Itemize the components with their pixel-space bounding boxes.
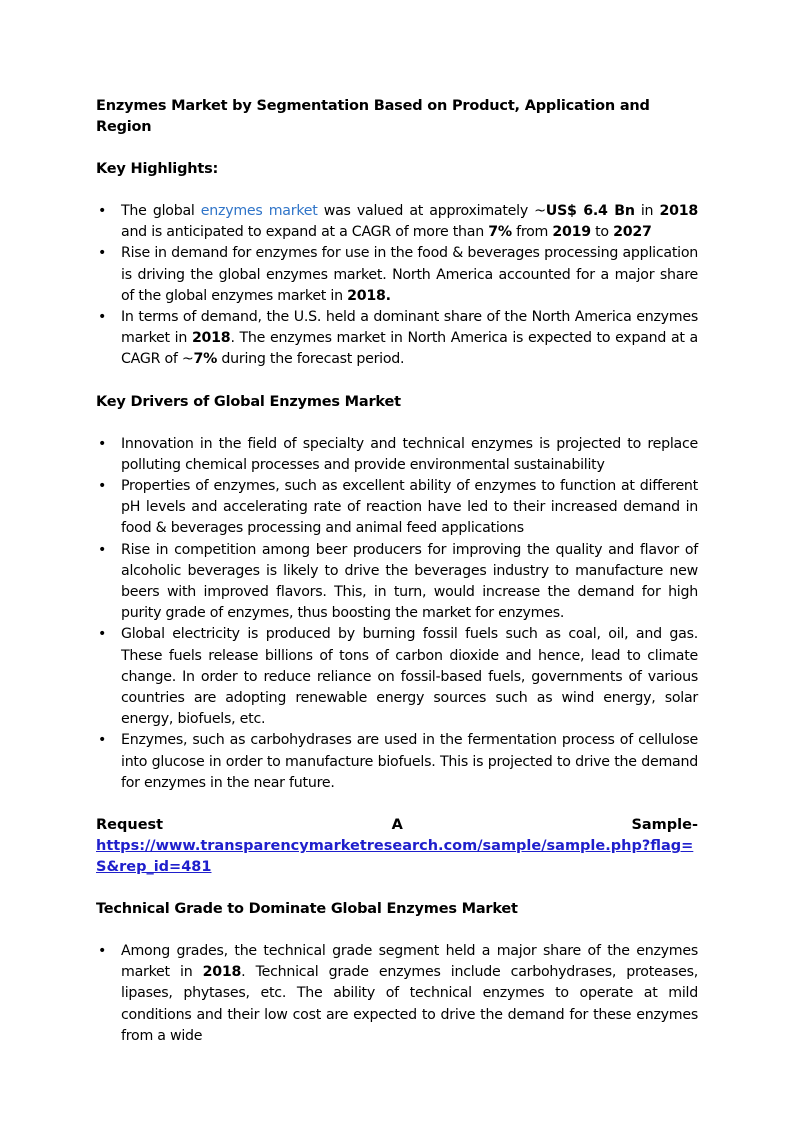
list-item: • The global enzymes market was valued at approximately ~US$ 6.4 Bn in 2018 and is anticipated to expand at a CAGR of more than 7% from 2019 to 2027: [98, 203, 698, 241]
bullet-icon: •: [98, 309, 107, 326]
list-item: • Rise in competition among beer producers for improving the quality and flavor of alcoholic beverages is likely to drive the beverages industry to manufacture new beers with improved flavors. This, in turn, would increase the demand for high purity grade of enzymes, thus boosting the market for enzymes.: [98, 541, 698, 622]
bullet-icon: •: [98, 478, 107, 495]
key-highlights-list: [96, 201, 698, 371]
list-item: • Innovation in the field of specialty and technical enzymes is projected to replace polluting chemical processes and provide environmental sustainability: [98, 435, 698, 473]
document-title: Enzymes Market by Segmentation Based on Product, Application and Region: [96, 98, 650, 135]
technical-grade-heading: Technical Grade to Dominate Global Enzymes Market: [96, 901, 518, 918]
bullet-icon: •: [98, 541, 107, 558]
document-page: [96, 96, 698, 1047]
list-item: • Global electricity is produced by burning fossil fuels such as coal, oil, and gas. These fuels release billions of tons of carbon dioxide and hence, lead to climate change. In order to reduce reliance on fossil-based fuels, governments of various countries are adopting renewable energy sources such as wind energy, solar energy, biofuels, etc.: [98, 626, 698, 728]
key-highlights-heading: Key Highlights:: [96, 161, 219, 177]
bullet-icon: •: [98, 732, 107, 749]
bullet-icon: •: [98, 245, 107, 262]
request-word: Request: [96, 817, 164, 834]
bullet-icon: •: [98, 626, 107, 643]
bullet-icon: •: [98, 435, 107, 452]
enzymes-market-link[interactable]: enzymes market: [200, 203, 318, 219]
list-item: • Rise in demand for enzymes for use in the food & beverages processing application is driving the global enzymes market. North America accounted for a major share of the global enzymes market in 2018.: [98, 245, 698, 304]
list-item: • Among grades, the technical grade segment held a major share of the enzymes market in 2018. Technical grade enzymes include carbohydrases, proteases, lipases, phytases, etc. The ability of technical enzymes to operate at mild conditions and their low cost are expected to drive the demand for these enzymes from a wide: [98, 943, 698, 1044]
request-sample-block: [96, 815, 698, 878]
list-item: • In terms of demand, the U.S. held a dominant share of the North America enzymes market in 2018. The enzymes market in North America is expected to expand at a CAGR of ~7% during the forecast period.: [98, 309, 698, 368]
list-item: • Properties of enzymes, such as excellent ability of enzymes to function at different pH levels and accelerating rate of reaction have led to their increased demand in food & beverages processing and animal feed applications: [98, 478, 698, 537]
sample-word: Sample-: [631, 817, 698, 834]
bullet-icon: •: [98, 943, 107, 960]
technical-grade-list: [96, 941, 698, 1047]
list-item: • Enzymes, such as carbohydrases are used in the fermentation process of cellulose into glucose in order to manufacture biofuels. This is projected to drive the demand for enzymes in the near future.: [98, 732, 698, 791]
key-drivers-heading: Key Drivers of Global Enzymes Market: [96, 393, 401, 410]
a-word: A: [391, 817, 403, 834]
key-drivers-list: [96, 434, 698, 794]
bullet-icon: •: [98, 203, 107, 219]
sample-request-link[interactable]: https://www.transparencymarketresearch.com/sample/sample.php?flag=S&rep_id=481: [96, 838, 694, 876]
